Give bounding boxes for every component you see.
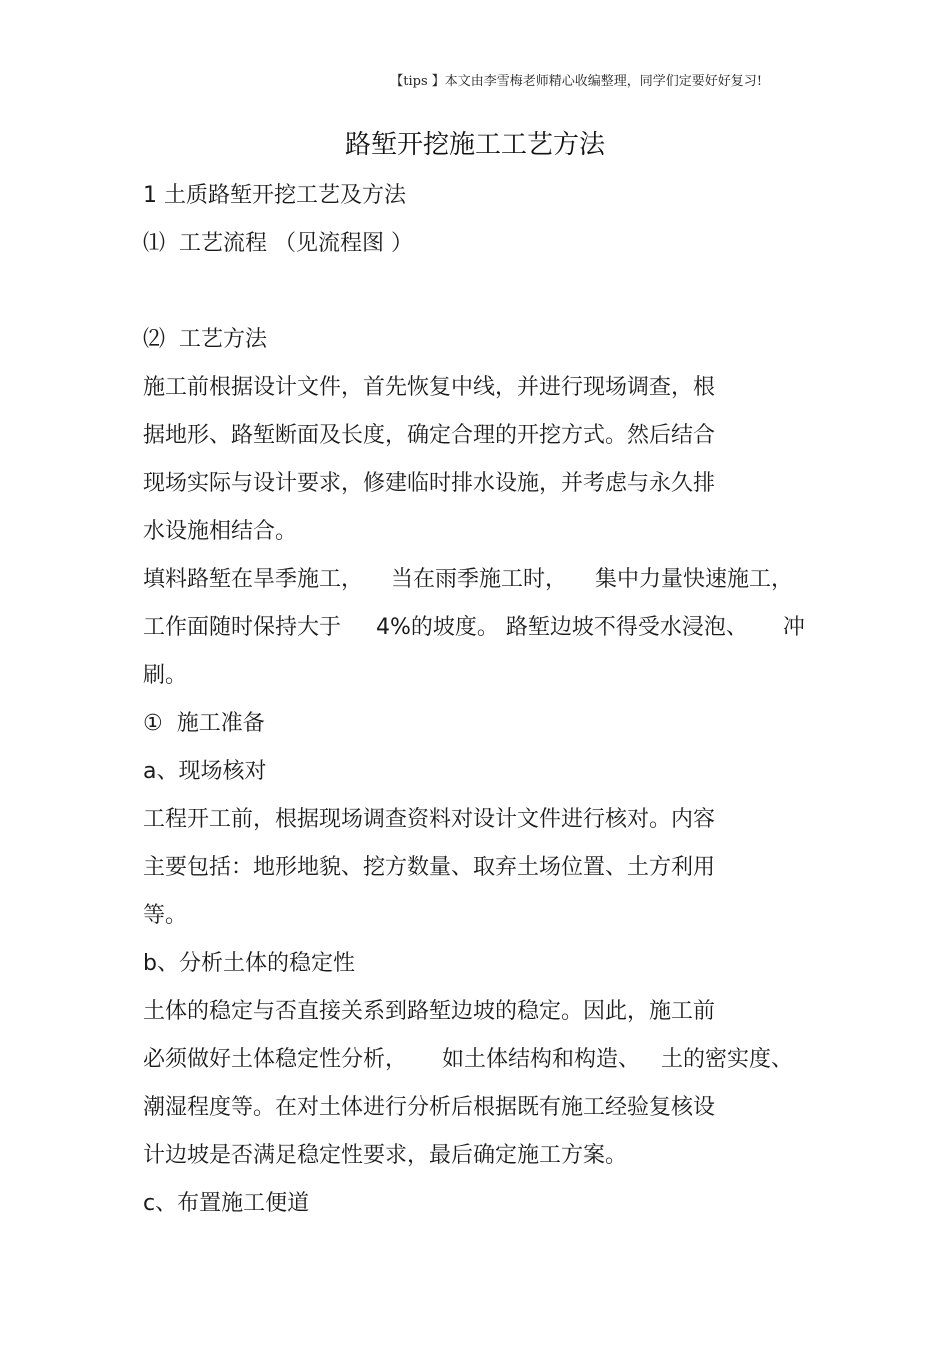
paragraph-line: 等。 bbox=[143, 903, 188, 928]
paragraph-line: 工作面随时保持大于 4%的坡度。 路堑边坡不得受水浸泡、 冲 bbox=[143, 615, 805, 640]
section-heading: 1 土质路堑开挖工艺及方法 bbox=[143, 183, 406, 208]
page-title: 路堑开挖施工工艺方法 bbox=[344, 130, 605, 160]
paragraph-line: 土体的稳定与否直接关系到路堑边坡的稳定。因此，施工前 bbox=[143, 999, 716, 1024]
subsection-heading: ⑵ 工艺方法 bbox=[143, 327, 267, 352]
paragraph-line: 工程开工前，根据现场调查资料对设计文件进行核对。内容 bbox=[143, 807, 716, 832]
paragraph-line: 水设施相结合。 bbox=[143, 519, 298, 544]
subitem-heading: a、现场核对 bbox=[143, 759, 267, 784]
subsection-heading: ⑴ 工艺流程 （见流程图 ） bbox=[143, 231, 413, 256]
paragraph-line: 施工前根据设计文件，首先恢复中线，并进行现场调查，根 bbox=[143, 375, 716, 400]
paragraph-line: 据地形、路堑断面及长度，确定合理的开挖方式。然后结合 bbox=[143, 423, 716, 448]
paragraph-line: 现场实际与设计要求，修建临时排水设施，并考虑与永久排 bbox=[143, 471, 716, 496]
subitem-heading: b、分析土体的稳定性 bbox=[143, 951, 355, 976]
paragraph-line: 必须做好土体稳定性分析， 如土体结构和构造、 土的密实度、 bbox=[143, 1047, 793, 1072]
paragraph-line: 主要包括：地形地貌、挖方数量、取弃土场位置、土方利用 bbox=[143, 855, 716, 880]
paragraph-line: 填料路堑在旱季施工， 当在雨季施工时， 集中力量快速施工， bbox=[143, 567, 793, 592]
subitem-heading: c、布置施工便道 bbox=[143, 1191, 310, 1216]
item-heading: ① 施工准备 bbox=[143, 711, 265, 736]
paragraph-line: 计边坡是否满足稳定性要求，最后确定施工方案。 bbox=[143, 1143, 628, 1168]
paragraph-line: 刷。 bbox=[143, 663, 188, 688]
paragraph-line: 潮湿程度等。在对土体进行分析后根据既有施工经验复核设 bbox=[143, 1095, 716, 1120]
header-tip: 【tips 】本文由李雪梅老师精心收编整理，同学们定要好好复习! bbox=[390, 74, 762, 89]
